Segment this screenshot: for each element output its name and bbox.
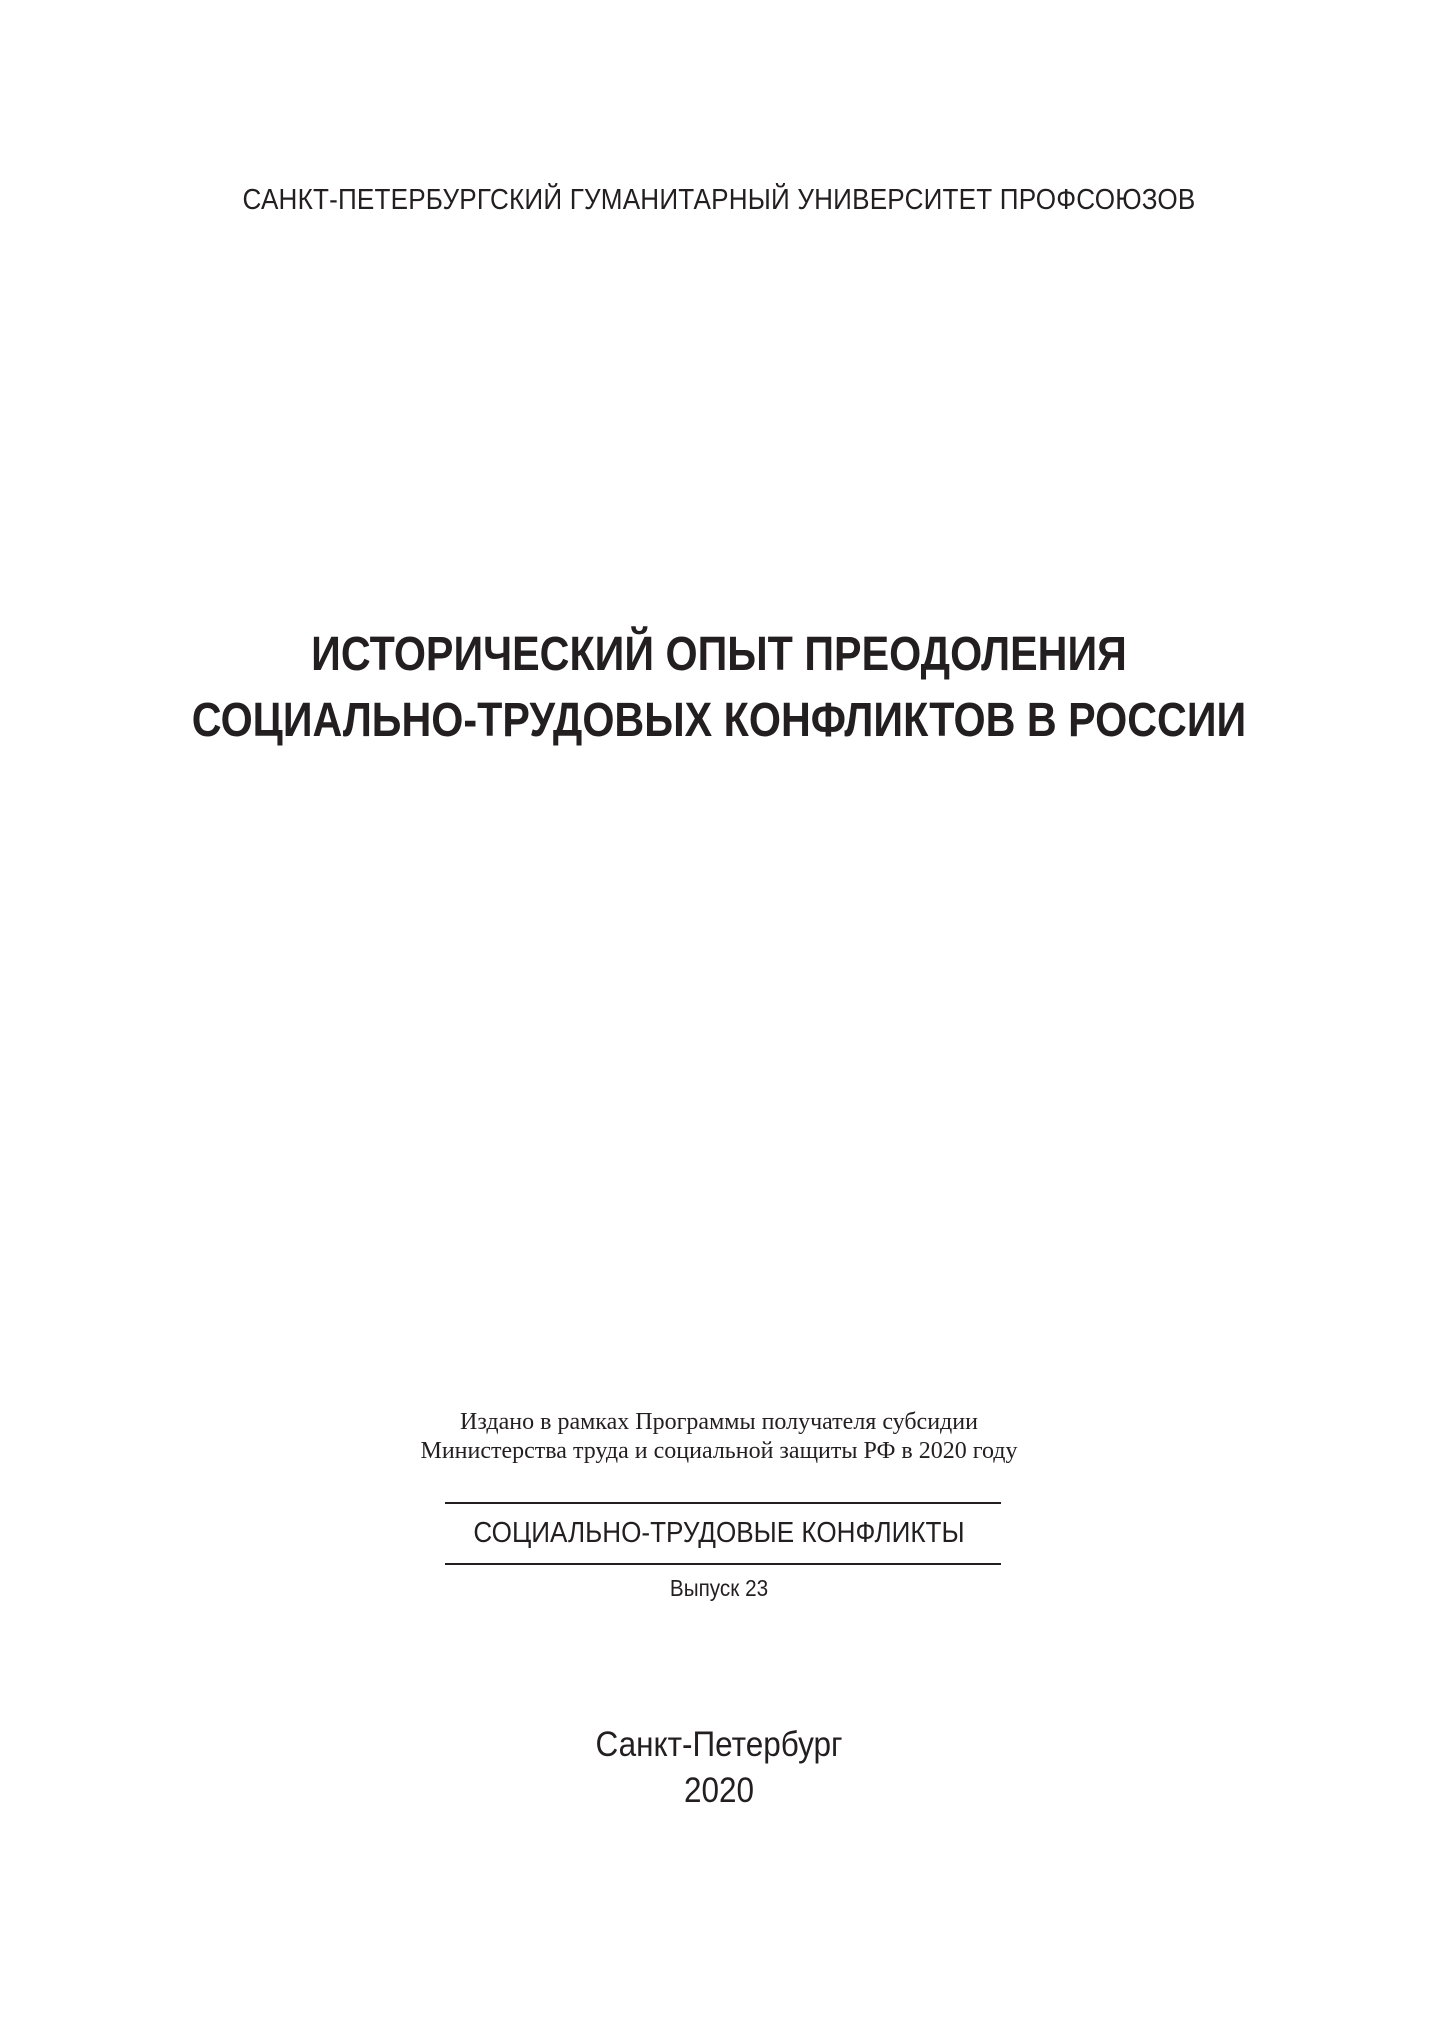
book-title-line-1: ИСТОРИЧЕСКИЙ ОПЫТ ПРЕОДОЛЕНИЯ xyxy=(311,628,1127,681)
imprint-city: Санкт-Петербург xyxy=(595,1725,843,1764)
series-rule-top xyxy=(445,1502,1001,1504)
imprint-year: 2020 xyxy=(683,1771,755,1810)
publication-note-line-2: Министерства труда и социальной защиты РФ в 2020 году xyxy=(420,1438,1018,1464)
series-issue: Выпуск 23 xyxy=(669,1575,769,1601)
series-rule-bottom xyxy=(445,1563,1001,1565)
book-title xyxy=(101,622,1338,754)
series-name: СОЦИАЛЬНО-ТРУДОВЫЕ КОНФЛИКТЫ xyxy=(473,1517,965,1549)
publication-note xyxy=(0,1408,1438,1466)
imprint xyxy=(72,1722,1366,1814)
publication-note-line-1: Издано в рамках Программы получателя субсидии xyxy=(460,1409,978,1435)
institution-name: САНКТ-ПЕТЕРБУРГСКИЙ ГУМАНИТАРНЫЙ УНИВЕРСИТЕТ ПРОФСОЮЗОВ xyxy=(242,184,1196,216)
book-title-line-2: СОЦИАЛЬНО-ТРУДОВЫХ КОНФЛИКТОВ В РОССИИ xyxy=(191,694,1247,747)
